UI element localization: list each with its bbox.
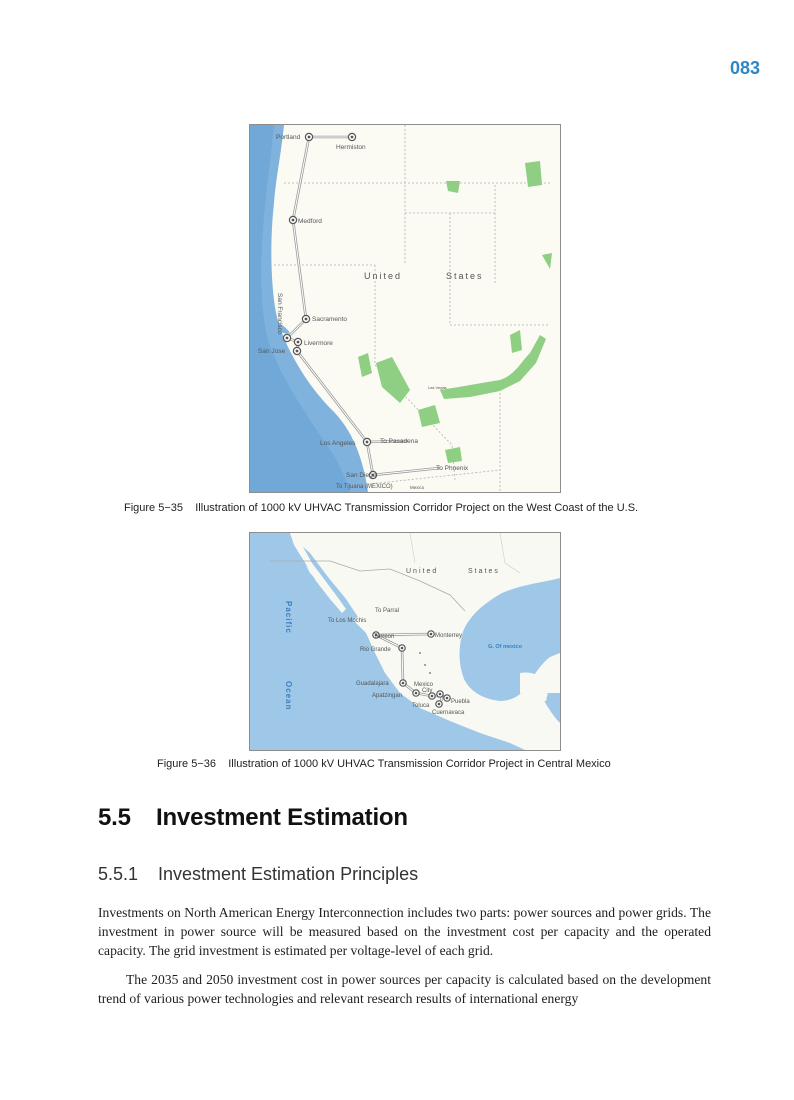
label-san-jose: San Jose	[258, 348, 286, 355]
label-torreon: Torreon	[374, 634, 395, 640]
label-portland: Portland	[276, 134, 301, 141]
subsection-number: 5.5.1	[98, 864, 139, 884]
label-to-los-mochis: To Los Mochis	[328, 618, 367, 624]
label-mexico: Mexico	[410, 485, 425, 490]
label-sacramento: Sacramento	[312, 316, 348, 323]
label-mexico-city-line1: Mexico	[414, 682, 434, 688]
section-title: Investment Estimation	[156, 804, 408, 831]
label-apatzingan: Apatzingan	[372, 693, 403, 699]
label-guadalajara: Guadalajara	[356, 681, 389, 687]
figure-5-36-text: Illustration of 1000 kV UHVAC Transmission Corridor Project in Central Mexico	[228, 758, 611, 770]
figure-5-35-text: Illustration of 1000 kV UHVAC Transmission Corridor Project on the West Coast of the U.S.	[195, 502, 639, 514]
west-coast-map	[249, 124, 561, 493]
page-number: 083	[729, 58, 760, 78]
label-united: United	[406, 568, 439, 575]
subsection-title: Investment Estimation Principles	[158, 864, 419, 884]
label-san-diego: San Diego	[346, 472, 377, 479]
label-toluca: Toluca	[412, 703, 430, 709]
label-to-parral: To Parral	[375, 608, 400, 614]
label-united: United	[364, 271, 403, 281]
label-medford: Medford	[298, 218, 322, 225]
label-rio-grande: Rio Grande	[360, 647, 391, 653]
section-number: 5.5	[98, 804, 131, 831]
figure-5-36-number: Figure 5−36	[157, 758, 217, 770]
figure-5-35-number: Figure 5−35	[124, 502, 184, 514]
label-livermore: Livermore	[304, 340, 333, 347]
label-to-tijuana: To Tijuana (MEXICO)	[336, 484, 393, 490]
label-to-phoenix: To Phoenix	[436, 465, 469, 472]
label-mexico-city-line2: City	[422, 688, 433, 694]
paragraph-1: Investments on North American Energy Interconnection includes two parts: power sources and power grids. The investment in power source will be measured based on the investment cost per capacity and the operated capacity. The grid investment is estimated per voltage-level of each grid.	[98, 905, 711, 958]
label-states: States	[468, 568, 500, 575]
label-las-vegas: Las Vegas	[428, 385, 447, 390]
label-states: States	[446, 271, 484, 281]
paragraph-2: The 2035 and 2050 investment cost in power sources per capacity is calculated based on the development trend of various power technologies and relevant research results of international energy	[98, 972, 711, 1006]
section-heading	[98, 804, 408, 832]
label-los-angeles: Los Angeles	[320, 440, 356, 447]
label-to-pasadena: To Pasadena	[380, 438, 418, 445]
label-monterrey: Monterrey	[435, 633, 463, 639]
figure-5-35-caption	[124, 502, 638, 514]
label-ocean: Ocean	[284, 681, 293, 711]
figure-5-36-caption	[157, 758, 611, 770]
label-puebla: Puebla	[451, 699, 470, 705]
label-cuernavaca: Cuernavaca	[432, 710, 465, 716]
subsection-heading	[98, 864, 418, 885]
label-san-francisco: San Francisco	[276, 293, 283, 335]
label-pacific: Pacific	[284, 601, 293, 634]
mexico-map	[249, 532, 561, 751]
label-hermiston: Hermiston	[336, 144, 366, 151]
label-gulf-of-mexico: G. Of mexico	[488, 644, 522, 650]
